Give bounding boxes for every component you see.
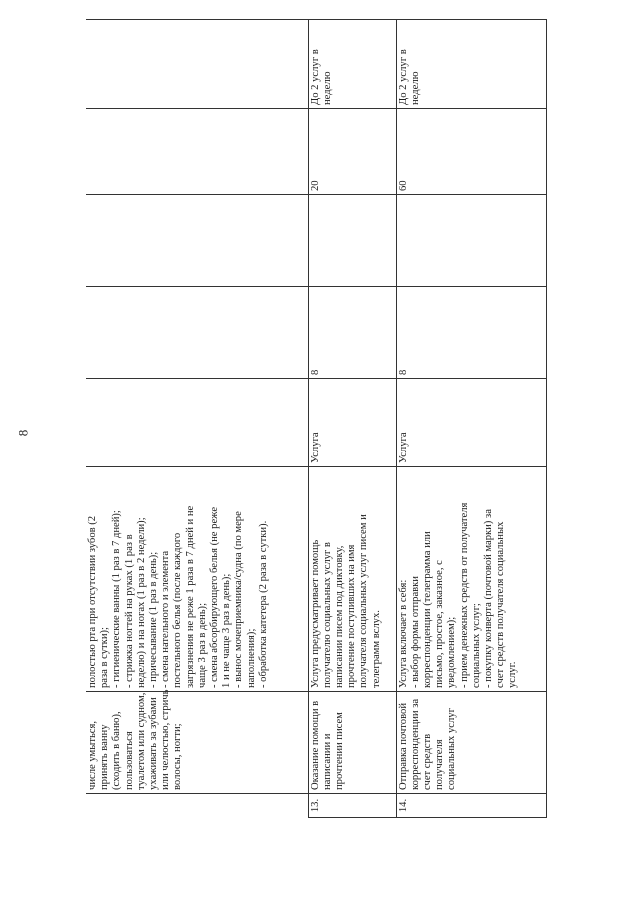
service-name: Отправка почтовой корреспонденции за счет средств получателя социальных услуг <box>396 692 546 794</box>
service-col5: 8 <box>396 287 546 379</box>
rotated-page <box>86 20 546 818</box>
service-unit: Услуга <box>396 379 546 467</box>
service-description: Услуга предусматривает помощь получателю социальных услуг в написании писем под диктовку, прочтение поступивших на имя получателя социальных услуг писем и телеграмм вслух. <box>308 467 396 692</box>
row-number <box>86 794 308 818</box>
service-col7: 20 <box>308 109 396 195</box>
service-frequency: До 2 услуг в неделю <box>308 20 396 109</box>
service-name: числе умыться, принять ванну (сходить в баню), пользоваться туалетом или судном, ухаживать за зубами или челюстью, стричь волосы, ногти; <box>86 692 308 794</box>
service-description: полостью рта при отсутствии зубов (2 раза в сутки); - гигиенические ванны (1 раз в 7 дней); - стрижка ногтей на руках (1 раз в неделю) и на ногах (1 раз в 2 недели); - причесывание (1 раз в день); - смена нательного и элемента постельного белья (после каждого загрязнения не реже 1 раза в 7 дней и не чаще 3 раз в день); - смена абсорбирующего белья (не реже 1 и не чаще 3 раз в день); - вынос мочеприемника/судна (по мере наполнения); - обработка катетера (2 раза в сутки). <box>86 467 308 692</box>
row-number: 14. <box>396 794 546 818</box>
page-number: 8 <box>15 429 31 437</box>
table-row <box>396 20 546 818</box>
service-name: Оказание помощи в написании и прочтении писем <box>308 692 396 794</box>
service-col5: 8 <box>308 287 396 379</box>
service-description: Услуга включает в себя: - выбор формы отправки корреспонденции (телеграмма или письмо, простое, заказное, с уведомлением); - прием денежных средств от получателя социальных услуг; - покупку конверта (почтовой марки) за счет средств получателя социальных услуг. <box>396 467 546 692</box>
service-frequency <box>86 20 308 109</box>
row-number: 13. <box>308 794 396 818</box>
services-table <box>86 19 547 818</box>
service-col6 <box>86 195 308 287</box>
service-col5 <box>86 287 308 379</box>
service-col6 <box>396 195 546 287</box>
service-unit <box>86 379 308 467</box>
service-col7 <box>86 109 308 195</box>
service-unit: Услуга <box>308 379 396 467</box>
table-row <box>308 20 396 818</box>
service-col6 <box>308 195 396 287</box>
service-col7: 60 <box>396 109 546 195</box>
table-row <box>86 20 308 818</box>
service-frequency: До 2 услуг в неделю <box>396 20 546 109</box>
